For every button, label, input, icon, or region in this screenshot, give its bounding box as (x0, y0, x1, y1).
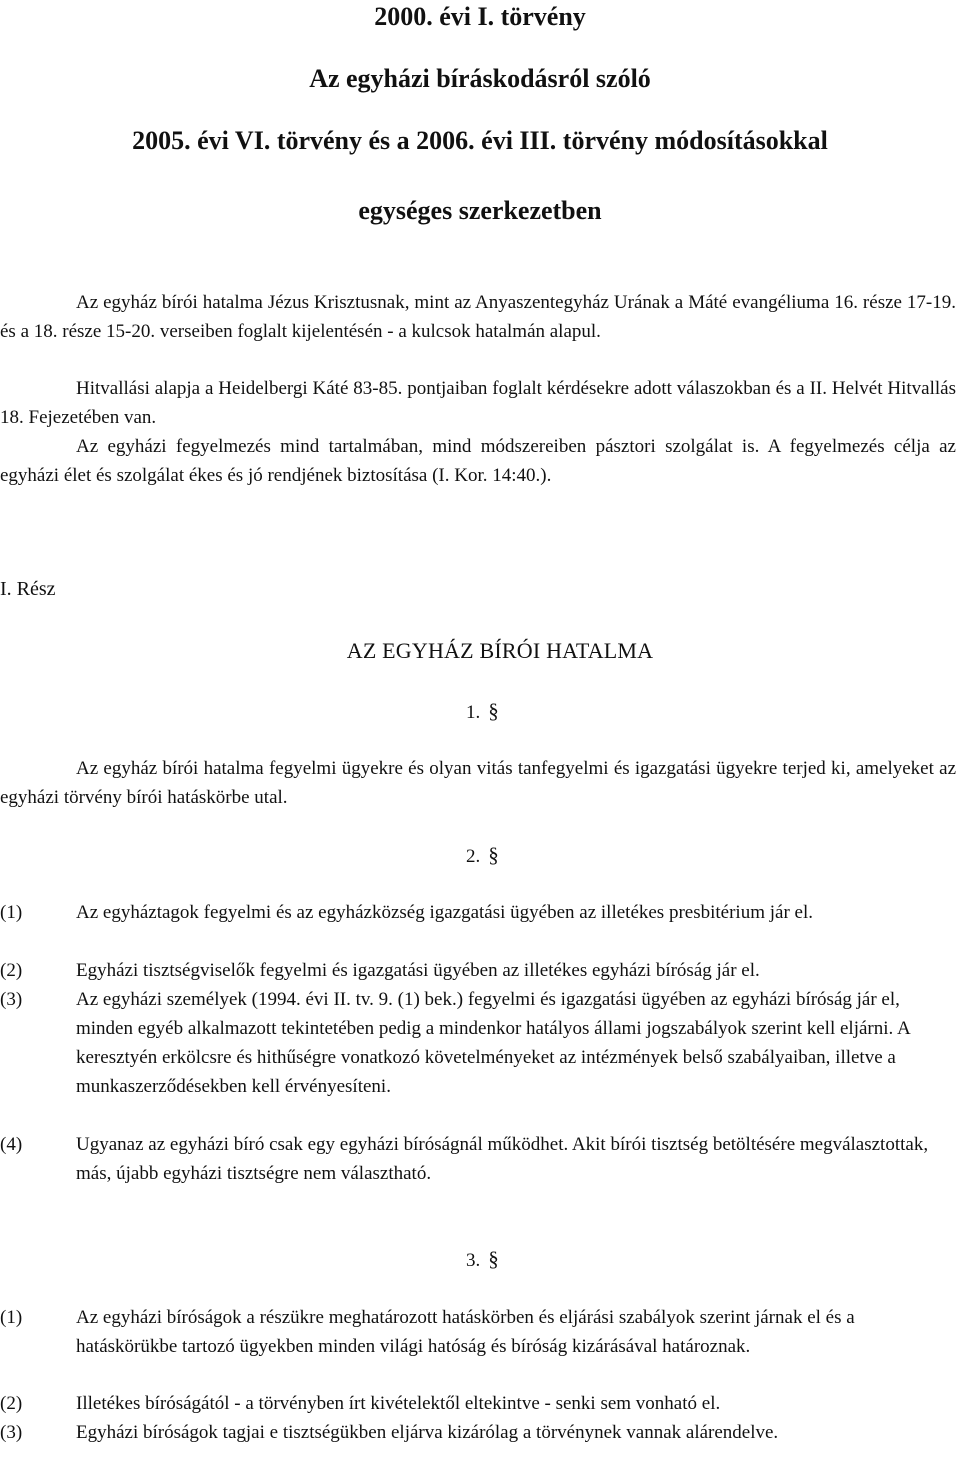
section-number: 3. (466, 1250, 481, 1271)
item-number: (1) (0, 902, 23, 923)
item-number: (4) (0, 1134, 23, 1155)
item-number: (1) (0, 1307, 23, 1328)
item-number: (2) (0, 1393, 23, 1414)
preamble-paragraph-1: Az egyház bírói hatalma Jézus Krisztusnak, mint az Anyaszentegyház Urának a Máté evangéliuma 16. része 17-19. és a 18. része 15-20. verseiben foglalt kijelentésén - a kulcsok hatalmán alapul. (0, 292, 956, 342)
section-1-text: Az egyház bírói hatalma fegyelmi ügyekre és olyan vitás tanfegyelmi és igazgatási ügyekre terjed ki, amelyeket az egyházi törvény bírói hatáskörbe utal. (0, 758, 956, 808)
section-sign-icon: § (488, 1247, 499, 1271)
item-text: Az egyháztagok fegyelmi és az egyházközség igazgatási ügyében az illetékes presbitérium jár el. (76, 902, 813, 923)
item-text: Az egyházi bíróságok a részükre meghatározott hatáskörben és eljárási szabályok szerint járnak el és a hatáskörükbe tartozó ügyekben minden világi hatóság és bíróság kizárásával határoznak. (76, 1307, 855, 1357)
chapter-heading: AZ EGYHÁZ BÍRÓI HATALMA (346, 638, 654, 663)
item-number: (3) (0, 1422, 23, 1443)
section-number: 2. (466, 846, 481, 867)
item-text: Egyházi bíróságok tagjai e tisztségükben eljárva kizárólag a törvénynek vannak alárendelve. (76, 1422, 779, 1443)
section-number: 1. (466, 702, 481, 723)
section-3-heading (466, 1245, 499, 1275)
section-1-heading (466, 697, 499, 727)
title-line-1: 2000. évi I. törvény (374, 2, 586, 31)
section-sign-icon: § (488, 699, 499, 723)
item-number: (3) (0, 989, 23, 1010)
item-text: Egyházi tisztségviselők fegyelmi és igazgatási ügyében az illetékes egyházi bíróság jár el. (76, 960, 760, 981)
item-text: Az egyházi személyek (1994. évi II. tv. 9. (1) bek.) fegyelmi és igazgatási ügyében az egyházi bíróság jár el, minden egyéb alkalmazott tekintetében pedig a mindenkor hatályos állami jogszabályok szerint kell eljárni. A keresztyén erkölcsre és hithűségre vonatkozó követelményeket az intézmények belső szabályaiban, illetve a munkaszerződésekben kell érvényesíteni. (76, 989, 910, 1097)
preamble-paragraph-3: Az egyházi fegyelmezés mind tartalmában, mind módszereiben pásztori szolgálat is. A fegyelmezés célja az egyházi élet és szolgálat ékes és jó rendjének biztosítása (I. Kor. 14:40.). (0, 436, 956, 486)
item-number: (2) (0, 960, 23, 981)
section-2-heading (466, 841, 499, 871)
title-line-4: egységes szerkezetben (358, 196, 602, 225)
item-text: Illetékes bíróságától - a törvényben írt kivételektől eltekintve - senki sem vonható el. (76, 1393, 721, 1414)
title-line-3: 2005. évi VI. törvény és a 2006. évi III. törvény módosításokkal (132, 126, 828, 155)
title-line-2: Az egyházi bíráskodásról szóló (309, 64, 651, 93)
item-text: Ugyanaz az egyházi bíró csak egy egyházi bíróságnál működhet. Akit bírói tisztség betöltésére megválasztottak, más, újabb egyházi tisztségre nem választható. (76, 1134, 929, 1184)
section-sign-icon: § (488, 843, 499, 867)
preamble-paragraph-2: Hitvallási alapja a Heidelbergi Káté 83-85. pontjaiban foglalt kérdésekre adott válaszokban és a II. Helvét Hitvallás 18. Fejezetében van. (0, 378, 956, 428)
part-heading: I. Rész (0, 578, 56, 600)
